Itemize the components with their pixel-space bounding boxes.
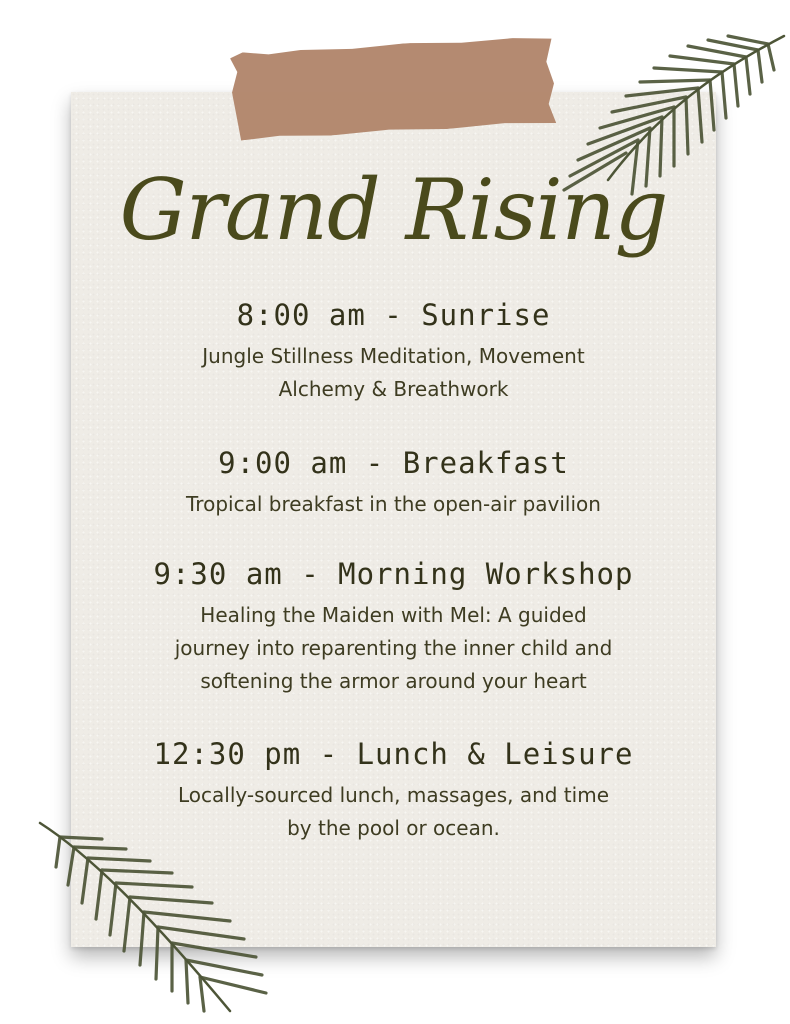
schedule-item [71,446,716,521]
schedule-item [71,298,716,406]
schedule-description: by the pool or ocean. [287,816,500,840]
schedule-description: journey into reparenting the inner child and [174,636,613,660]
schedule-time: 9:00 am - Breakfast [218,446,569,480]
schedule-time: 12:30 pm - Lunch & Leisure [153,737,634,771]
schedule-description: Locally-sourced lunch, massages, and time [178,783,609,807]
schedule-item [71,737,716,845]
schedule-description: Healing the Maiden with Mel: A guided [200,603,587,627]
schedule-time: 9:30 am - Morning Workshop [153,557,634,591]
schedule-description: Alchemy & Breathwork [278,377,509,401]
page-title: Grand Rising [119,161,668,259]
schedule-description: Tropical breakfast in the open-air pavilion [186,492,601,516]
schedule-time: 8:00 am - Sunrise [236,298,551,332]
schedule-description: Jungle Stillness Meditation, Movement [202,344,585,368]
schedule-item [71,557,716,698]
schedule-description: softening the armor around your heart [200,669,587,693]
